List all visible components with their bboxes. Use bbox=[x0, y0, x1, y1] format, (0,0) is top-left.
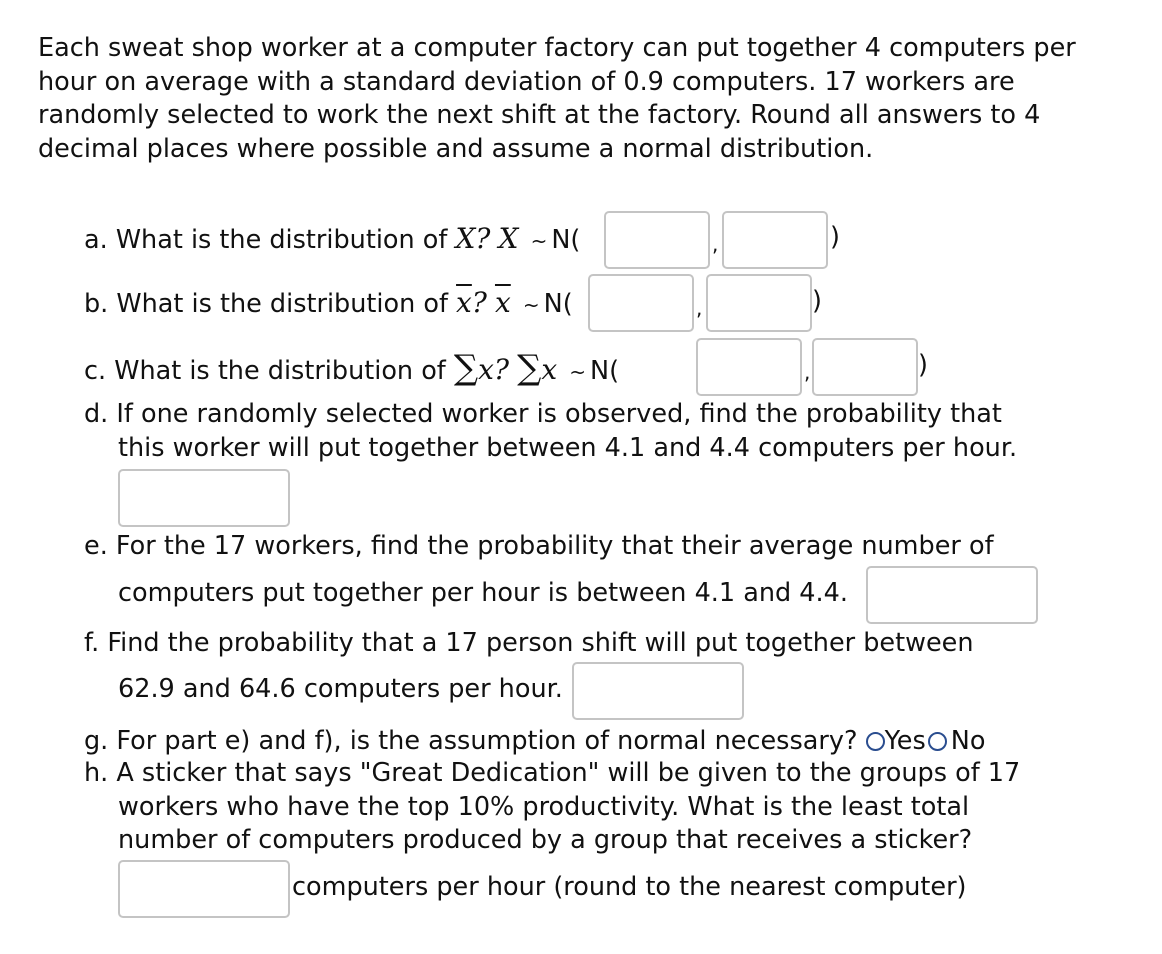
answer-b-sd[interactable] bbox=[706, 274, 812, 332]
question-e-line2: computers put together per hour is between 4.1 and 4.4. bbox=[118, 578, 848, 608]
answer-b-sd-input[interactable] bbox=[708, 276, 810, 330]
var-xbar: $\overline{x}$ bbox=[494, 286, 511, 319]
question-a bbox=[84, 222, 580, 255]
var-X: X bbox=[455, 222, 476, 255]
answer-d[interactable] bbox=[118, 469, 290, 527]
answer-b-mean-input[interactable] bbox=[590, 276, 692, 330]
answer-f[interactable] bbox=[572, 662, 744, 720]
answer-c-sd[interactable] bbox=[812, 338, 918, 396]
answer-a-sd-input[interactable] bbox=[724, 213, 826, 267]
problem-statement: Each sweat shop worker at a computer factory can put together 4 computers per hour on average with a standard deviation of 0.9 computers. 17 workers are randomly selected to work the next shift at the factory. Round all answers to 4 decimal places where possible and assume a normal distribution. bbox=[38, 33, 1076, 164]
answer-a-sd[interactable] bbox=[722, 211, 828, 269]
comma: , bbox=[804, 360, 811, 384]
question-mark: ? bbox=[493, 353, 509, 386]
var-x: x bbox=[541, 353, 558, 386]
question-e-line1: e. For the 17 workers, find the probability that their average number of bbox=[84, 531, 994, 561]
question-h-line1: h. A sticker that says "Great Dedication" will be given to the groups of 17 bbox=[84, 758, 1021, 788]
question-mark: ? bbox=[475, 222, 491, 255]
radio-no[interactable] bbox=[928, 732, 947, 751]
tilde: ~ bbox=[530, 229, 548, 253]
sigma-symbol: ∑ bbox=[453, 348, 479, 388]
tilde: ~ bbox=[569, 360, 587, 384]
question-c-text: c. What is the distribution of bbox=[84, 356, 454, 386]
answer-c-mean[interactable] bbox=[696, 338, 802, 396]
question-h-line3: number of computers produced by a group that receives a sticker? bbox=[118, 825, 973, 855]
radio-yes[interactable] bbox=[866, 732, 885, 751]
question-f-line1: f. Find the probability that a 17 person shift will put together between bbox=[84, 628, 974, 658]
question-b bbox=[84, 286, 573, 319]
normal-open: N( bbox=[543, 289, 573, 319]
question-g-text: g. For part e) and f), is the assumption of normal necessary? bbox=[84, 726, 866, 756]
answer-c-sd-input[interactable] bbox=[814, 340, 916, 394]
question-c bbox=[84, 348, 619, 388]
tilde: ~ bbox=[522, 293, 540, 317]
answer-d-input[interactable] bbox=[120, 471, 288, 525]
sigma-symbol: ∑ bbox=[517, 348, 542, 388]
normal-open: N( bbox=[551, 225, 581, 255]
question-h-line2: workers who have the top 10% productivity. What is the least total bbox=[118, 792, 970, 822]
comma: , bbox=[696, 296, 703, 320]
var-X: X bbox=[498, 222, 519, 255]
close-paren: ) bbox=[812, 286, 822, 316]
question-mark: ? bbox=[471, 286, 487, 319]
radio-yes-label[interactable]: Yes bbox=[884, 726, 926, 756]
var-x: x bbox=[478, 353, 494, 386]
var-xbar: $\overline{x}$ bbox=[456, 286, 472, 319]
answer-c-mean-input[interactable] bbox=[698, 340, 800, 394]
comma: , bbox=[712, 232, 719, 256]
answer-b-mean[interactable] bbox=[588, 274, 694, 332]
close-paren: ) bbox=[918, 350, 928, 380]
answer-h-input[interactable] bbox=[120, 862, 288, 916]
normal-open: N( bbox=[590, 356, 620, 386]
question-d-line1: d. If one randomly selected worker is observed, find the probability that bbox=[84, 399, 1002, 429]
question-d-line2: this worker will put together between 4.1 and 4.4 computers per hour. bbox=[118, 433, 1018, 463]
answer-e[interactable] bbox=[866, 566, 1038, 624]
question-b-text: b. What is the distribution of bbox=[84, 289, 457, 319]
answer-h[interactable] bbox=[118, 860, 290, 918]
question-f-line2: 62.9 and 64.6 computers per hour. bbox=[118, 674, 563, 704]
radio-no-label[interactable]: No bbox=[950, 726, 986, 756]
answer-a-mean[interactable] bbox=[604, 211, 710, 269]
question-a-text: a. What is the distribution of bbox=[84, 225, 456, 255]
answer-f-input[interactable] bbox=[574, 664, 742, 718]
answer-h-suffix: computers per hour (round to the nearest computer) bbox=[292, 872, 967, 902]
answer-a-mean-input[interactable] bbox=[606, 213, 708, 267]
question-g bbox=[84, 726, 985, 756]
answer-e-input[interactable] bbox=[868, 568, 1036, 622]
close-paren: ) bbox=[830, 222, 840, 252]
